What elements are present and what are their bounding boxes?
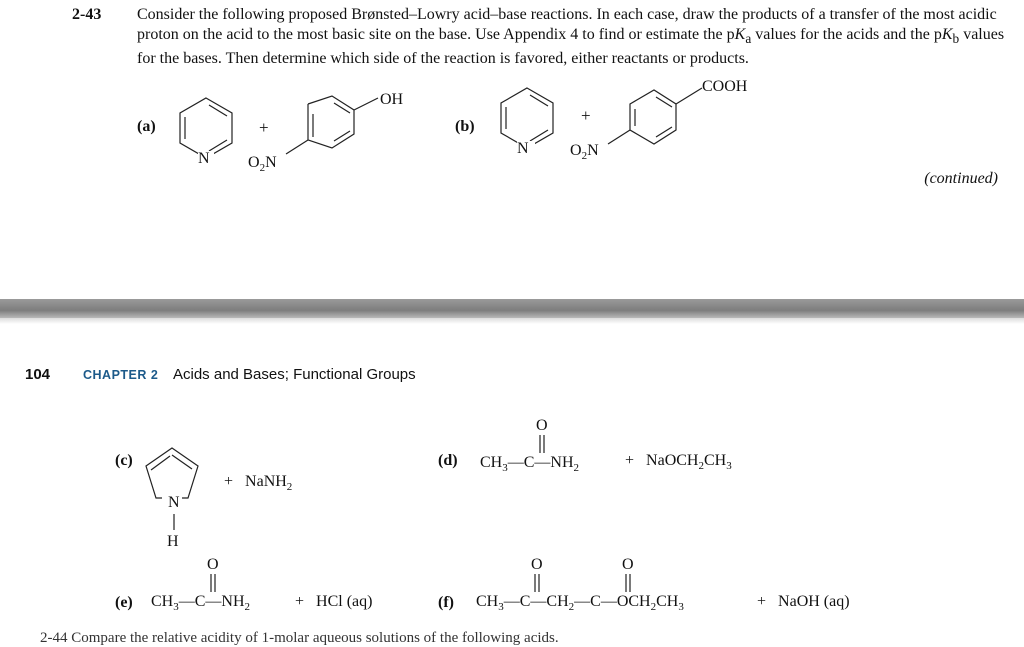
chapter-label: CHAPTER 2 [83,368,159,382]
statement-text-3: values for the bases. Then determine which side of the reaction is favored, either reactants or products. [137,26,1005,68]
part-d-r-sub2: 2 [698,460,704,473]
pkb-sub: b [952,31,960,47]
part-c-pyrrole-n: N [168,494,180,511]
page-number: 104 [25,366,51,383]
part-f-carbonyl-o2: O [622,556,634,573]
part-c-pyrrole-h: H [167,533,179,550]
part-a-plus: + [259,118,269,137]
part-e-carbonyl-bond [208,574,218,594]
part-a-nitro-o: O [248,154,260,171]
part-b-nitro-sub: 2 [581,150,588,163]
part-c-label: (c) [115,452,133,469]
part-d-sub2: 2 [573,462,580,475]
part-b-nitrobenzoic-ring [590,82,720,172]
part-f-sub3: 3 [498,601,504,614]
page-separator-shadow [0,318,1024,324]
next-problem-partial: 2-44 Compare the relative acidity of 1-molar aqueous solutions of the following acids. [40,630,559,646]
part-d-plus: + [625,452,635,469]
part-c-nanh-sub: 2 [286,481,293,494]
part-a-pyridine-n: N [198,150,210,167]
pkb-k: K [941,26,953,43]
part-f-carbonyl-o1: O [531,556,543,573]
part-d-acetamide: $CH_3—C—NH_2$ [480,454,580,475]
part-f-plus: + [757,593,767,610]
part-e-c: C [194,593,206,610]
part-a-label: (a) [137,118,156,135]
part-e-label: (e) [115,594,133,611]
pka-k: K [734,26,746,43]
part-d-reagent [625,452,732,472]
continued-note: (continued) [924,170,998,187]
part-b-pyridine-n: N [517,140,529,157]
part-f-r-sub3: 3 [678,601,684,614]
part-f-carbonyl-bond2 [623,574,633,594]
part-a-nitro-n: N [265,154,277,171]
part-b-nitro-o: O [570,142,582,159]
part-b-nitro-group [570,142,599,162]
part-f-ch: CH [476,593,499,610]
part-d-c: C [523,454,535,471]
part-d-naoch: NaOCH [646,452,699,469]
part-d-label: (d) [438,452,458,469]
part-c-nanh: NaNH [245,473,287,490]
part-d-carbonyl-bond [537,435,547,455]
problem-number: 2-43 [72,6,102,23]
part-d-nh: NH [550,454,574,471]
part-d-carbonyl-o: O [536,417,548,434]
part-f-c1: C [519,593,531,610]
part-d-sub3: 3 [502,462,508,475]
part-f-r-ch: CH [656,593,679,610]
part-b-nitro-n: N [587,142,599,159]
part-a-oh-group: OH [380,91,404,108]
part-c-reagent [224,473,292,493]
part-b-plus: + [581,106,591,125]
part-a-nitro-sub: 2 [259,162,266,175]
part-e-ch: CH [151,593,174,610]
part-d-r-sub3: 3 [726,460,732,473]
part-e-sub2: 2 [244,601,251,614]
part-b-label: (b) [455,118,475,135]
part-f-label: (f) [438,594,454,611]
part-f-r-sub2: 2 [650,601,657,614]
part-f-c2: C [590,593,601,610]
page-separator [0,299,1024,318]
part-f-sub2: 2 [568,601,575,614]
problem-statement [137,5,1007,69]
part-e-acetamide: $CH_3—C—NH_2$ [151,593,251,614]
part-f-carbonyl-bond1 [532,574,542,594]
part-e-reagent [295,593,372,611]
pka-sub: a [745,31,752,47]
part-e-nh: NH [221,593,245,610]
statement-text-2: values for the acids and the p [751,26,942,43]
part-c-plus: + [224,473,234,490]
part-a-nitro-group [248,154,277,174]
part-e-carbonyl-o: O [207,556,219,573]
part-d-ch: CH [480,454,503,471]
part-f-ester: $CH_3—C—CH_2—C—OCH_2CH_3$ [476,593,684,614]
part-f-ch2: CH [546,593,569,610]
statement-text-1: Consider the following proposed Brønsted–Lowry acid–base reactions. In each case, draw the products of a transfer of the most acidic proton on the acid to the most basic site on the base. Use Appendix 4 to find or estimate the p [137,6,997,43]
part-e-sub3: 3 [173,601,179,614]
part-a-nitrophenol-ring [268,92,398,182]
part-e-plus: + [295,593,305,610]
part-f-och: OCH [616,593,651,610]
part-d-r-ch: CH [703,452,727,469]
part-e-hcl: HCl (aq) [316,593,373,610]
chapter-title: Acids and Bases; Functional Groups [173,366,416,383]
part-f-naoh: NaOH (aq) [778,593,850,610]
part-b-cooh-group: COOH [702,78,748,95]
part-f-reagent [757,593,850,611]
